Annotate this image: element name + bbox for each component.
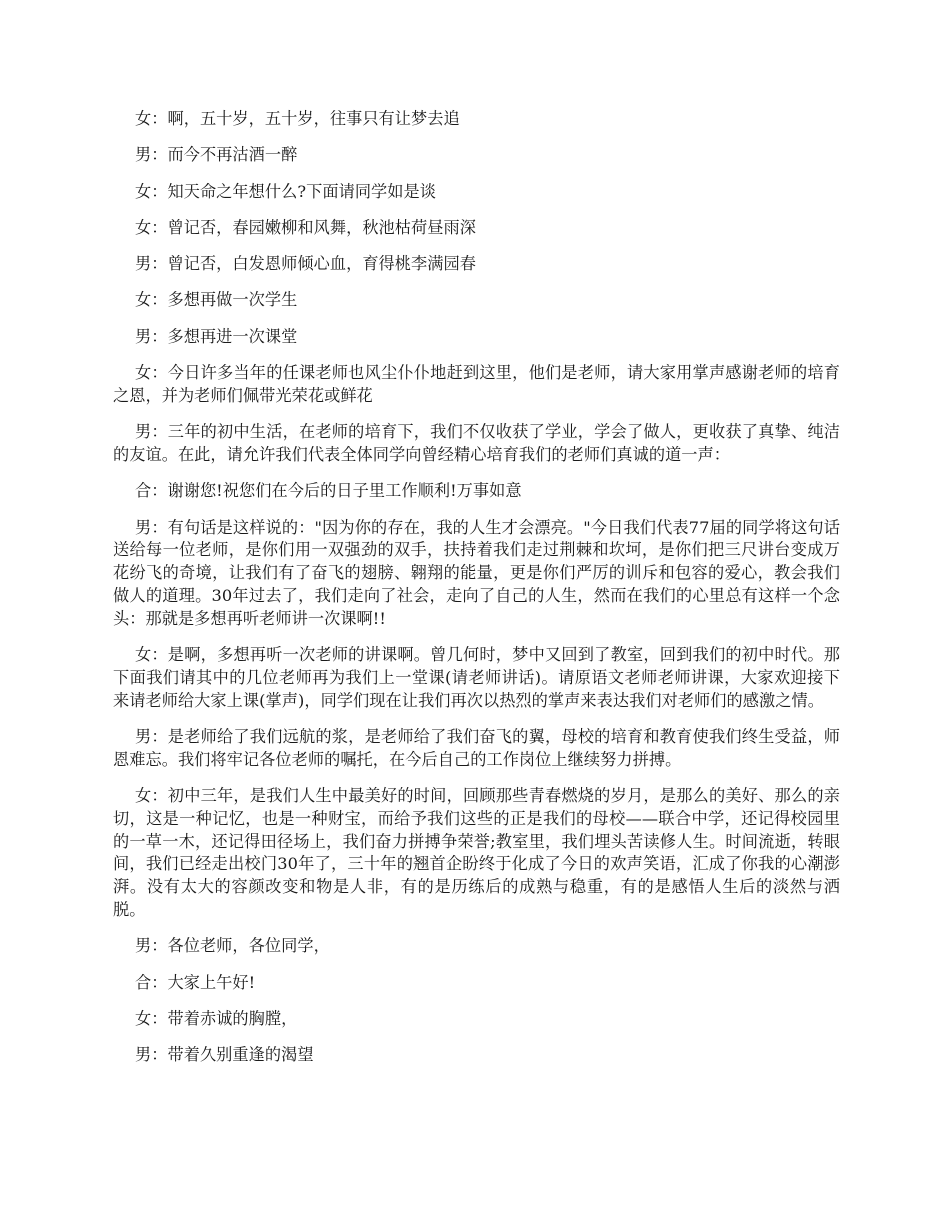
dialogue-paragraph: 男：三年的初中生活，在老师的培育下，我们不仅收获了学业，学会了做人，更收获了真挚、纯洁的友谊。在此，请允许我们代表全体同学向曾经精心培育我们的老师们真诚的道一声： [113,422,840,464]
dialogue-paragraph: 女：今日许多当年的任课老师也风尘仆仆地赶到这里，他们是老师，请大家用掌声感谢老师的培育之恩，并为老师们佩带光荣花或鲜花 [113,363,840,405]
dialogue-line: 男：而今不再沽酒一醉 [135,145,298,165]
dialogue-paragraph: 男：是老师给了我们远航的浆，是老师给了我们奋飞的翼，母校的培育和教育使我们终生受益，师恩难忘。我们将牢记各位老师的嘱托，在今后自己的工作岗位上继续努力拼搏。 [113,726,840,769]
dialogue-line: 男：多想再进一次课堂 [135,326,298,346]
dialogue-line: 合：大家上午好! [135,972,256,992]
dialogue-line: 女：啊，五十岁，五十岁，往事只有让梦去追 [135,109,460,128]
dialogue-paragraph: 男：有句话是这样说的："因为你的存在，我的人生才会漂亮。"今日我们代表77届的同学将这句话送给每一位老师，是你们用一双强劲的双手，扶持着我们走过荆棘和坎坷，是你们把三尺讲台变成万花纷飞的奇境，让我们有了奋飞的翅膀、翱翔的能量，更是你们严厉的训斥和包容的爱心，教会我们做人的道理。30年过去了，我们走向了社会，走向了自己的人生，然而在我们的心里总有这样一个念头：那就是多想再听老师讲一次课啊!! [113,517,840,628]
dialogue-line: 女：曾记否，春园嫩柳和风舞，秋池枯荷昼雨深 [135,217,476,237]
dialogue-line: 男：带着久别重逢的渴望 [135,1045,314,1065]
dialogue-line: 女：知天命之年想什么?下面请同学如是谈 [135,181,437,201]
document-page [113,108,840,1081]
dialogue-line: 合：谢谢您!祝您们在今后的日子里工作顺利!万事如意 [135,481,522,501]
dialogue-paragraph: 女：初中三年，是我们人生中最美好的时间，回顾那些青春燃烧的岁月，是那么的美好、那么的亲切，这是一种记忆，也是一种财宝，而给予我们这些的正是我们的母校——联合中学，还记得校园里的一草一木，还记得田径场上，我们奋力拼搏争荣誉;教室里，我们埋头苦读修人生。时间流逝，转眼间，我们已经走出校门30年了，三十年的翘首企盼终于化成了今日的欢声笑语，汇成了你我的心潮澎湃。没有太大的容颜改变和物是人非，有的是历练后的成熟与稳重，有的是感悟人生后的淡然与洒脱。 [113,786,840,920]
dialogue-line: 男：曾记否，白发恩师倾心血，育得桃李满园春 [135,254,476,274]
dialogue-paragraph: 女：是啊，多想再听一次老师的讲课啊。曾几何时，梦中又回到了教室，回到我们的初中时代。那下面我们请其中的几位老师再为我们上一堂课(请老师讲话)。请原语文老师老师讲课，大家欢迎接下来请老师给大家上课(掌声)，同学们现在让我们再次以热烈的掌声来表达我们对老师们的感激之情。 [113,645,840,710]
dialogue-line: 女：带着赤诚的胸膛， [135,1008,298,1028]
dialogue-line: 男：各位老师，各位同学， [135,936,330,956]
dialogue-line: 女：多想再做一次学生 [135,290,298,310]
